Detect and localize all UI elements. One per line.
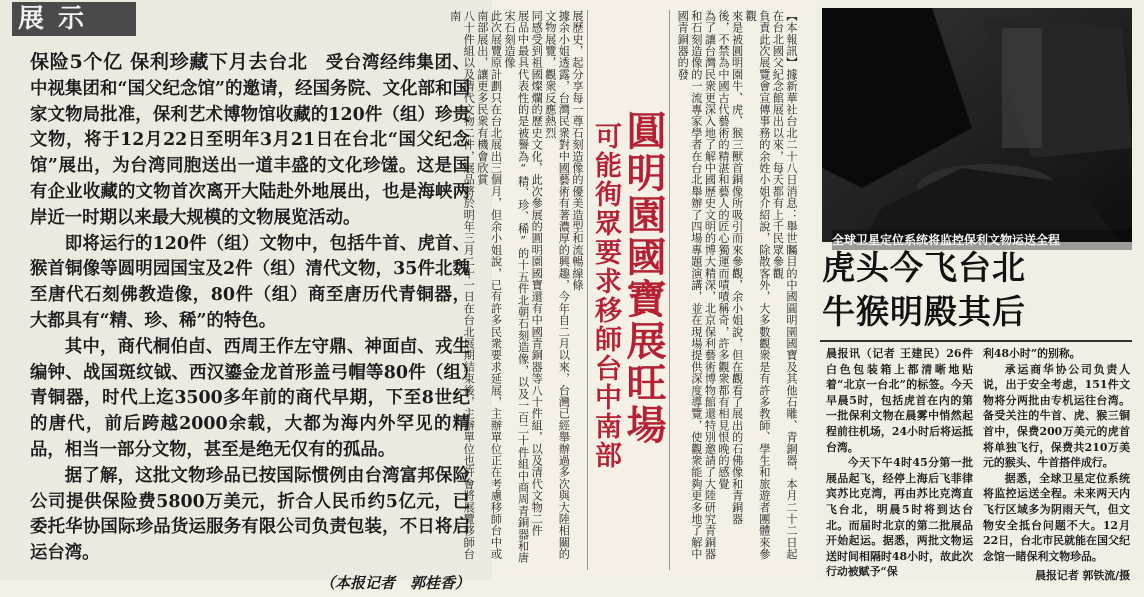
middle-column: 來是被圓明園牛、虎、猴三獸首銅像所吸引而來參觀，余小姐說，但在觀看了展出的石佛像和青銅器 xyxy=(730,10,744,525)
middle-column: 同感受到祖國燦爛的歷史文化，此次參展的圓明園國寶還有中國青銅器等八十件組，以及清代文物二件 xyxy=(530,10,544,537)
right-headline-line2: 牛猴明殿其后 xyxy=(822,292,1026,331)
section-label: 展示 xyxy=(12,2,136,36)
middle-column: 展歷史，起分享每一尊石刻造像的優美造型和流暢線條 xyxy=(571,10,584,291)
right-signature: 晨报记者 郭铁流/摄 xyxy=(1035,569,1130,583)
right-clipping xyxy=(816,0,1144,583)
middle-column: 據余小姐透露，台灣民衆對中國藝術有著濃厚的興趣，今年自二月以來，台灣已經舉辦過多次與大陸相關的文物展覽，觀衆反應熱烈 xyxy=(543,10,571,560)
photo-caption: 全球卫星定位系统将监控保利文物运送全程 xyxy=(832,230,1132,250)
middle-column: 此次展覽原計劃只在台北展出三個月，但余小姐說，已有許多民衆要求延展，主辦單位正在考慮移師台中或南部展出，讓更多民衆有機會欣賞 xyxy=(475,10,503,560)
middle-title-sub: 可能徇眾要求移師台中南部 xyxy=(590,122,621,470)
headline-rule xyxy=(820,340,1132,342)
middle-column: 為了讓台灣民衆更深入地了解中國歷史文明的博大精深，北京保利藝術博物館還特別邀請了大陸研究青銅器和石刻造像的一流專家學者在台北舉辦了四場專題演講，並在現場提供深度導覽，使觀衆能夠更多地了解中國青銅器的發 xyxy=(676,10,717,560)
left-lead-text: 受台湾经纬集团、中视集团和“国父纪念馆”的邀请，经国务院、文化部和国家文物局批准，保利艺术博物馆收藏的120件（组）珍贵文物，将于12月22日至明年3月21日在台北“国父纪念馆”展出，为台湾同胞送出一道丰盛的文化珍馐。这是国有企业收藏的文物首次离开大陆赴外地展出，也是海峡两岸近一时期以来最大规模的文物展览活动。 xyxy=(30,53,470,228)
middle-title-main: 圓明園國寶展旺場 xyxy=(620,110,666,446)
right-article-body xyxy=(826,346,1130,584)
right-column-1 xyxy=(826,346,973,584)
left-byline: （本报记者 郭桂香） xyxy=(319,573,470,592)
middle-column: 展品中最具代表性的是被譽為“精、珍、稀”的十五件北朝石刻造像，以及一百二十件組中商周青銅器和唐宋石刻造像 xyxy=(503,10,530,564)
right-column-2 xyxy=(983,346,1130,584)
photo-image xyxy=(822,8,1132,242)
column-rule xyxy=(587,10,588,570)
middle-column: 負責此次展覽會宣傳事務的余姓小姐介紹說，除散客外，大多數觀衆是有許多教師、學生和旅遊者團體來參觀 xyxy=(744,10,771,560)
right-headline xyxy=(822,246,1134,334)
left-paragraph: 即将运行的120件（组）文物中，包括牛首、虎首、猴首铜像等圆明园国宝及2件（组）清代文物，35件北魏至唐代石刻佛教造像，80件（组）商至唐历代青铜器，大都具有“精、珍、稀”的特色。 xyxy=(30,233,470,331)
right-headline-line1: 虎头今飞台北 xyxy=(822,248,1026,287)
left-paragraph: 据了解，这批文物珍品已按国际惯例由台湾富邦保险公司提供保险费5800万美元，折合人民币约5亿元，已委托华协国际珍品货运服务有限公司负责包装，不日将启运台湾。 xyxy=(30,465,470,564)
left-article-body xyxy=(30,50,470,597)
right-paragraph: 利48小时”的别称。 xyxy=(983,347,1081,360)
right-paragraph: 今天下午4时45分第一批展品起飞，经停上海后飞菲律宾苏比克湾，再由苏比克湾直飞台北，明晨5时将到达台北。而届时北京的第二批展品开始起运。据悉，两批文物运送时间相隔时48小时，故此次行动被赋予“保 xyxy=(826,456,973,579)
right-paragraph: 承运商华协公司负责人说，出于安全考虑，151件文物将分两批由专机运往台湾。备受关注的牛首、虎、猴三铜首中，保费200万美元的虎首将单独飞行，保费共210万美元的猴头、牛首搭伴成行。 xyxy=(983,362,1130,470)
middle-column: 八十件組以及清代文物二件，展品將於明年三月二十一日在台北展期結束後，主辦單位也許會將展覽移師台南 xyxy=(448,10,476,560)
right-paragraph: 据悉，全球卫星定位系统将监控运送全程。未来两天内飞行区域多为阴雨天气，但文物安全抵台问题不大。12月22日，台北市民就能在国父纪念馆一睹保利文物珍品。 xyxy=(983,471,1130,563)
middle-column: 後，不禁為中國古代藝術的精湛和藝人的匠心獨運而嘖嘖稱奇，許多觀衆都有相見恨晚的感覺 xyxy=(717,10,731,490)
right-paragraph: 晨报讯（记者 王建民）26件白色包装箱上都清晰地贴着“北京一台北”的标签。今天早晨5时，包括虎首在内的第一批保利文物在晨雾中悄然起程前往机场，24小时后将运抵台湾。 xyxy=(826,347,973,454)
news-photo xyxy=(822,8,1132,247)
left-clipping xyxy=(0,0,492,592)
left-paragraph: 其中，商代桐伯卣、西周王作左守鼎、神面卣、戎生编钟、战国斑纹钺、西汉鎏金龙首形盖弓帽等80件（组）青铜器，时代上迄3500多年前的商代早期，下至8世纪的唐代，前后跨越2000余载，大都为海内外罕见的精品，相当一部分文物，甚至是绝无仅有的孤品。 xyxy=(30,336,470,460)
left-headline: 保险5个亿 保利珍藏下月去台北 xyxy=(30,51,308,73)
middle-text-right xyxy=(672,10,798,570)
middle-clipping xyxy=(448,0,804,580)
left-lead-paragraph xyxy=(30,50,470,232)
middle-text-left xyxy=(448,10,584,570)
middle-column: 【本報訊】據新華社台北二十八日消息：舉世矚目的中國圓明園國寶及其他石雕、青銅器，本月二十二日起在台北國父紀念館展出以來，每天都有上千民眾參觀 xyxy=(771,10,798,560)
column-rule xyxy=(669,10,670,570)
